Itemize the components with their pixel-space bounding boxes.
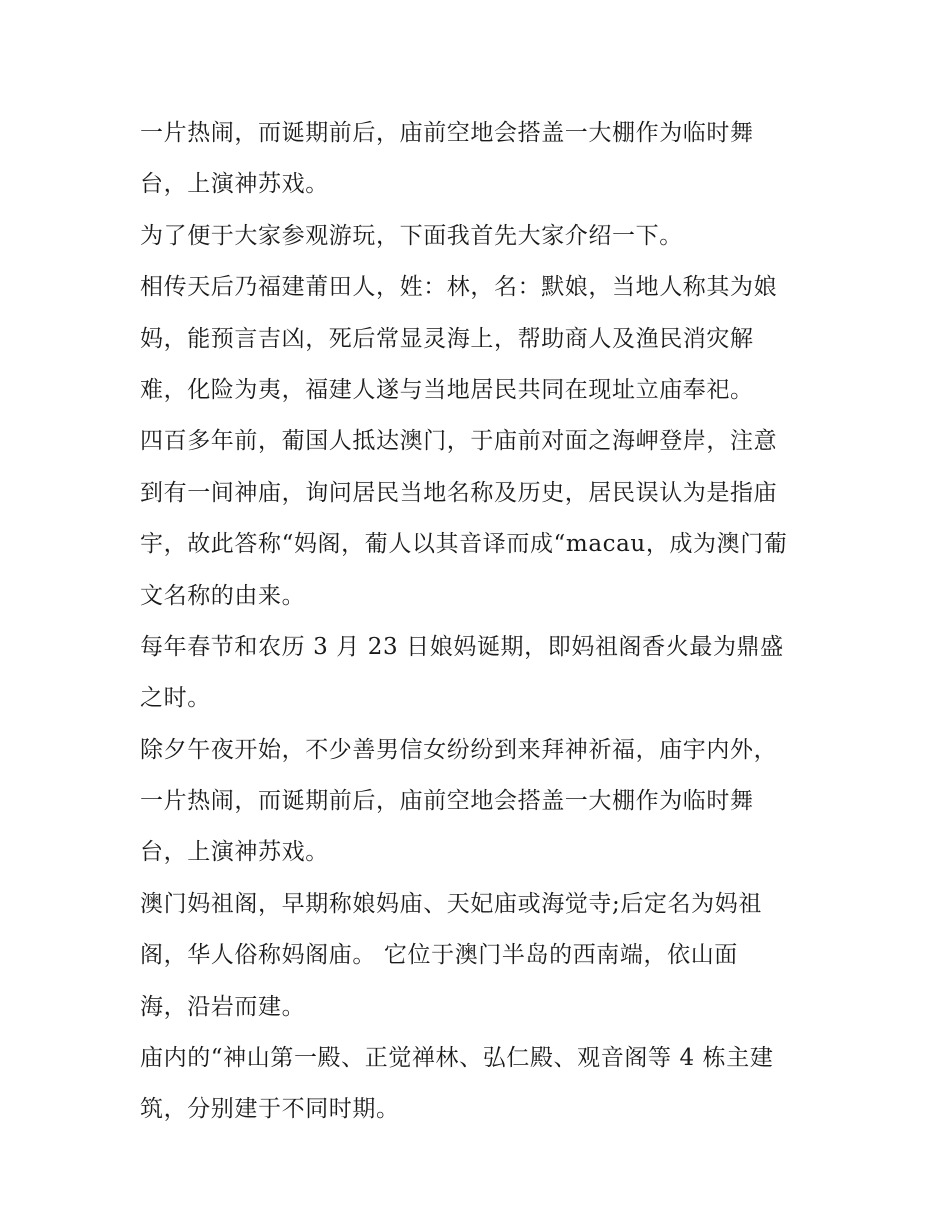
- text-line: 每年春节和农历 3 月 23 日娘妈诞期，即妈祖阁香火最为鼎盛: [140, 633, 784, 660]
- text-line: 难，化险为夷，福建人遂与当地居民共同在现址立庙奉祀。: [140, 376, 754, 403]
- document-body: [140, 108, 820, 1136]
- text-line: 除夕午夜开始，不少善男信女纷纷到来拜神祈福，庙宇内外，: [140, 736, 778, 763]
- text-line: 澳门妈祖阁，早期称娘妈庙、天妃庙或海觉寺;后定名为妈祖: [140, 890, 762, 917]
- text-line: 阁，华人俗称妈阁庙。 它位于澳门半岛的西南端，依山面: [140, 942, 738, 969]
- text-line: 一片热闹，而诞期前后，庙前空地会搭盖一大棚作为临时舞: [140, 788, 754, 815]
- text-line: 相传天后乃福建莆田人，姓：林，名：默娘，当地人称其为娘: [140, 274, 778, 301]
- text-line: 台，上演神苏戏。: [140, 839, 329, 866]
- text-line: 宇，故此答称“妈阁，葡人以其音译而成“macau，成为澳门葡: [140, 531, 788, 558]
- text-line: 之时。: [140, 685, 211, 712]
- text-line: 台，上演神苏戏。: [140, 171, 329, 198]
- text-line: 筑，分别建于不同时期。: [140, 1096, 400, 1123]
- text-line: 到有一间神庙，询问居民当地名称及历史，居民误认为是指庙: [140, 479, 778, 506]
- text-line: 为了便于大家参观游玩，下面我首先大家介绍一下。: [140, 222, 683, 249]
- text-line: 海，沿岩而建。: [140, 993, 306, 1020]
- text-line: 文名称的由来。: [140, 582, 306, 609]
- text-line: 妈，能预言吉凶，死后常显灵海上，帮助商人及渔民消灾解: [140, 325, 754, 352]
- text-line: 四百多年前，葡国人抵达澳门，于庙前对面之海岬登岸，注意: [140, 428, 778, 455]
- text-line: 一片热闹，而诞期前后，庙前空地会搭盖一大棚作为临时舞: [140, 120, 754, 146]
- text-line: 庙内的“神山第一殿、正觉禅林、弘仁殿、观音阁等 4 栋主建: [140, 1045, 774, 1072]
